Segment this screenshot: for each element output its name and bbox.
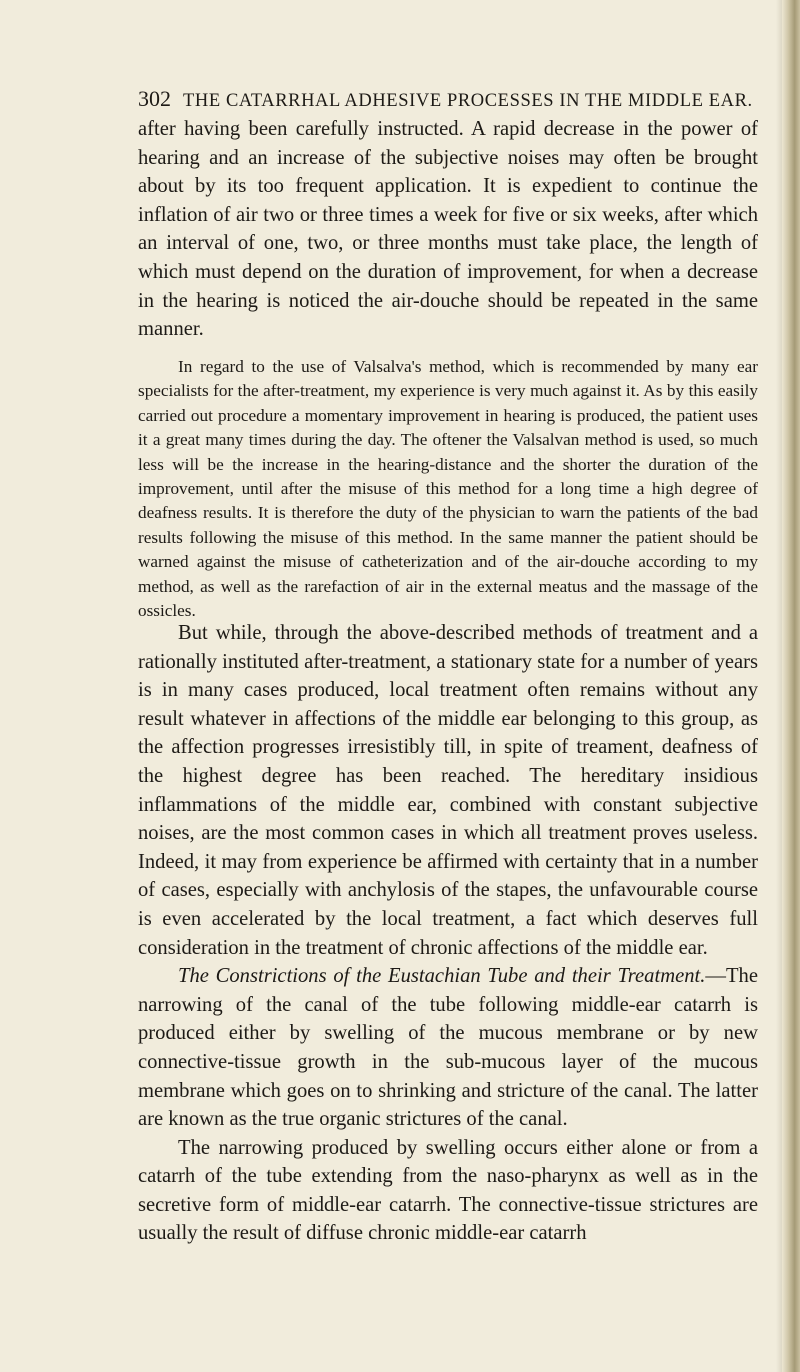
running-head xyxy=(138,86,758,112)
paragraph-narrowing: The narrowing produced by swelling occurs either alone or from a catarrh of the tube extending from the naso-pharynx as well as in the secretive form of middle-ear catarrh. The connective-tissue strictures are usually the result of diffuse chronic middle-ear catarrh xyxy=(138,1136,758,1245)
page-edge xyxy=(782,0,800,1372)
page-number: 302 xyxy=(138,86,171,111)
paragraph-constrictions xyxy=(138,962,758,1134)
body-lower xyxy=(138,619,758,1248)
section-body: —The narrowing of the canal of the tube following middle-ear catarrh is produced either by swelling of the mucous membrane or by new connective-tissue growth in the sub-mucous layer of the mucous membrane which goes on to shrinking and stricture of the canal. The latter are known as the true organic strictures of the canal. xyxy=(138,965,758,1131)
paragraph-but-while: But while, through the above-described methods of treatment and a rationally instituted after-treatment, a stationary state for a number of years is in many cases produced, local treatment often remains without any result whatever in affections of the middle ear belonging to this group, as the affection progresses irresistibly till, in spite of treament, deafness of the highest degree has been reached. The hereditary insidious inflammations of the middle ear, combined with constant subjective noises, are the most common cases in which all treatment proves useless. Indeed, it may from experience be affirmed with certainty that in a number of cases, especially with anchylosis of the stapes, the unfavourable course is even accelerated by the local treatment, a fact which deserves full consideration in the treatment of chronic affections of the middle ear. xyxy=(138,622,758,959)
paragraph-after-having: after having been carefully instructed. A rapid decrease in the power of hearing and an increase of the subjective noises may often be brought about by its too frequent application. It is expedient to continue the inflation of air two or three times a week for five or six weeks, after which an interval of one, two, or three months must take place, the length of which must depend on the duration of improvement, for when a decrease in the hearing is noticed the air-douche should be repeated in the same manner. xyxy=(138,118,758,341)
section-heading: The Constrictions of the Eustachian Tube and their Treatment. xyxy=(178,965,706,988)
running-title: THE CATARRHAL ADHESIVE PROCESSES IN THE MIDDLE EAR. xyxy=(183,91,753,111)
paragraph-valsalva: In regard to the use of Valsalva's method, which is recommended by many ear specialists for the after-treatment, my experience is very much against it. As by this easily carried out procedure a momentary improvement in hearing is produced, the patient uses it a great many times during the day. The oftener the Valsalvan method is used, so much less will be the increase in the hearing-distance and the shorter the duration of the improvement, until after the misuse of this method for a long time a high degree of deafness results. It is therefore the duty of the physician to warn the patients of the bad results following the misuse of this method. In the same manner the patient should be warned against the misuse of catheterization and of the air-douche according to my method, as well as the rarefaction of air in the external meatus and the massage of the ossicles. xyxy=(138,357,758,621)
